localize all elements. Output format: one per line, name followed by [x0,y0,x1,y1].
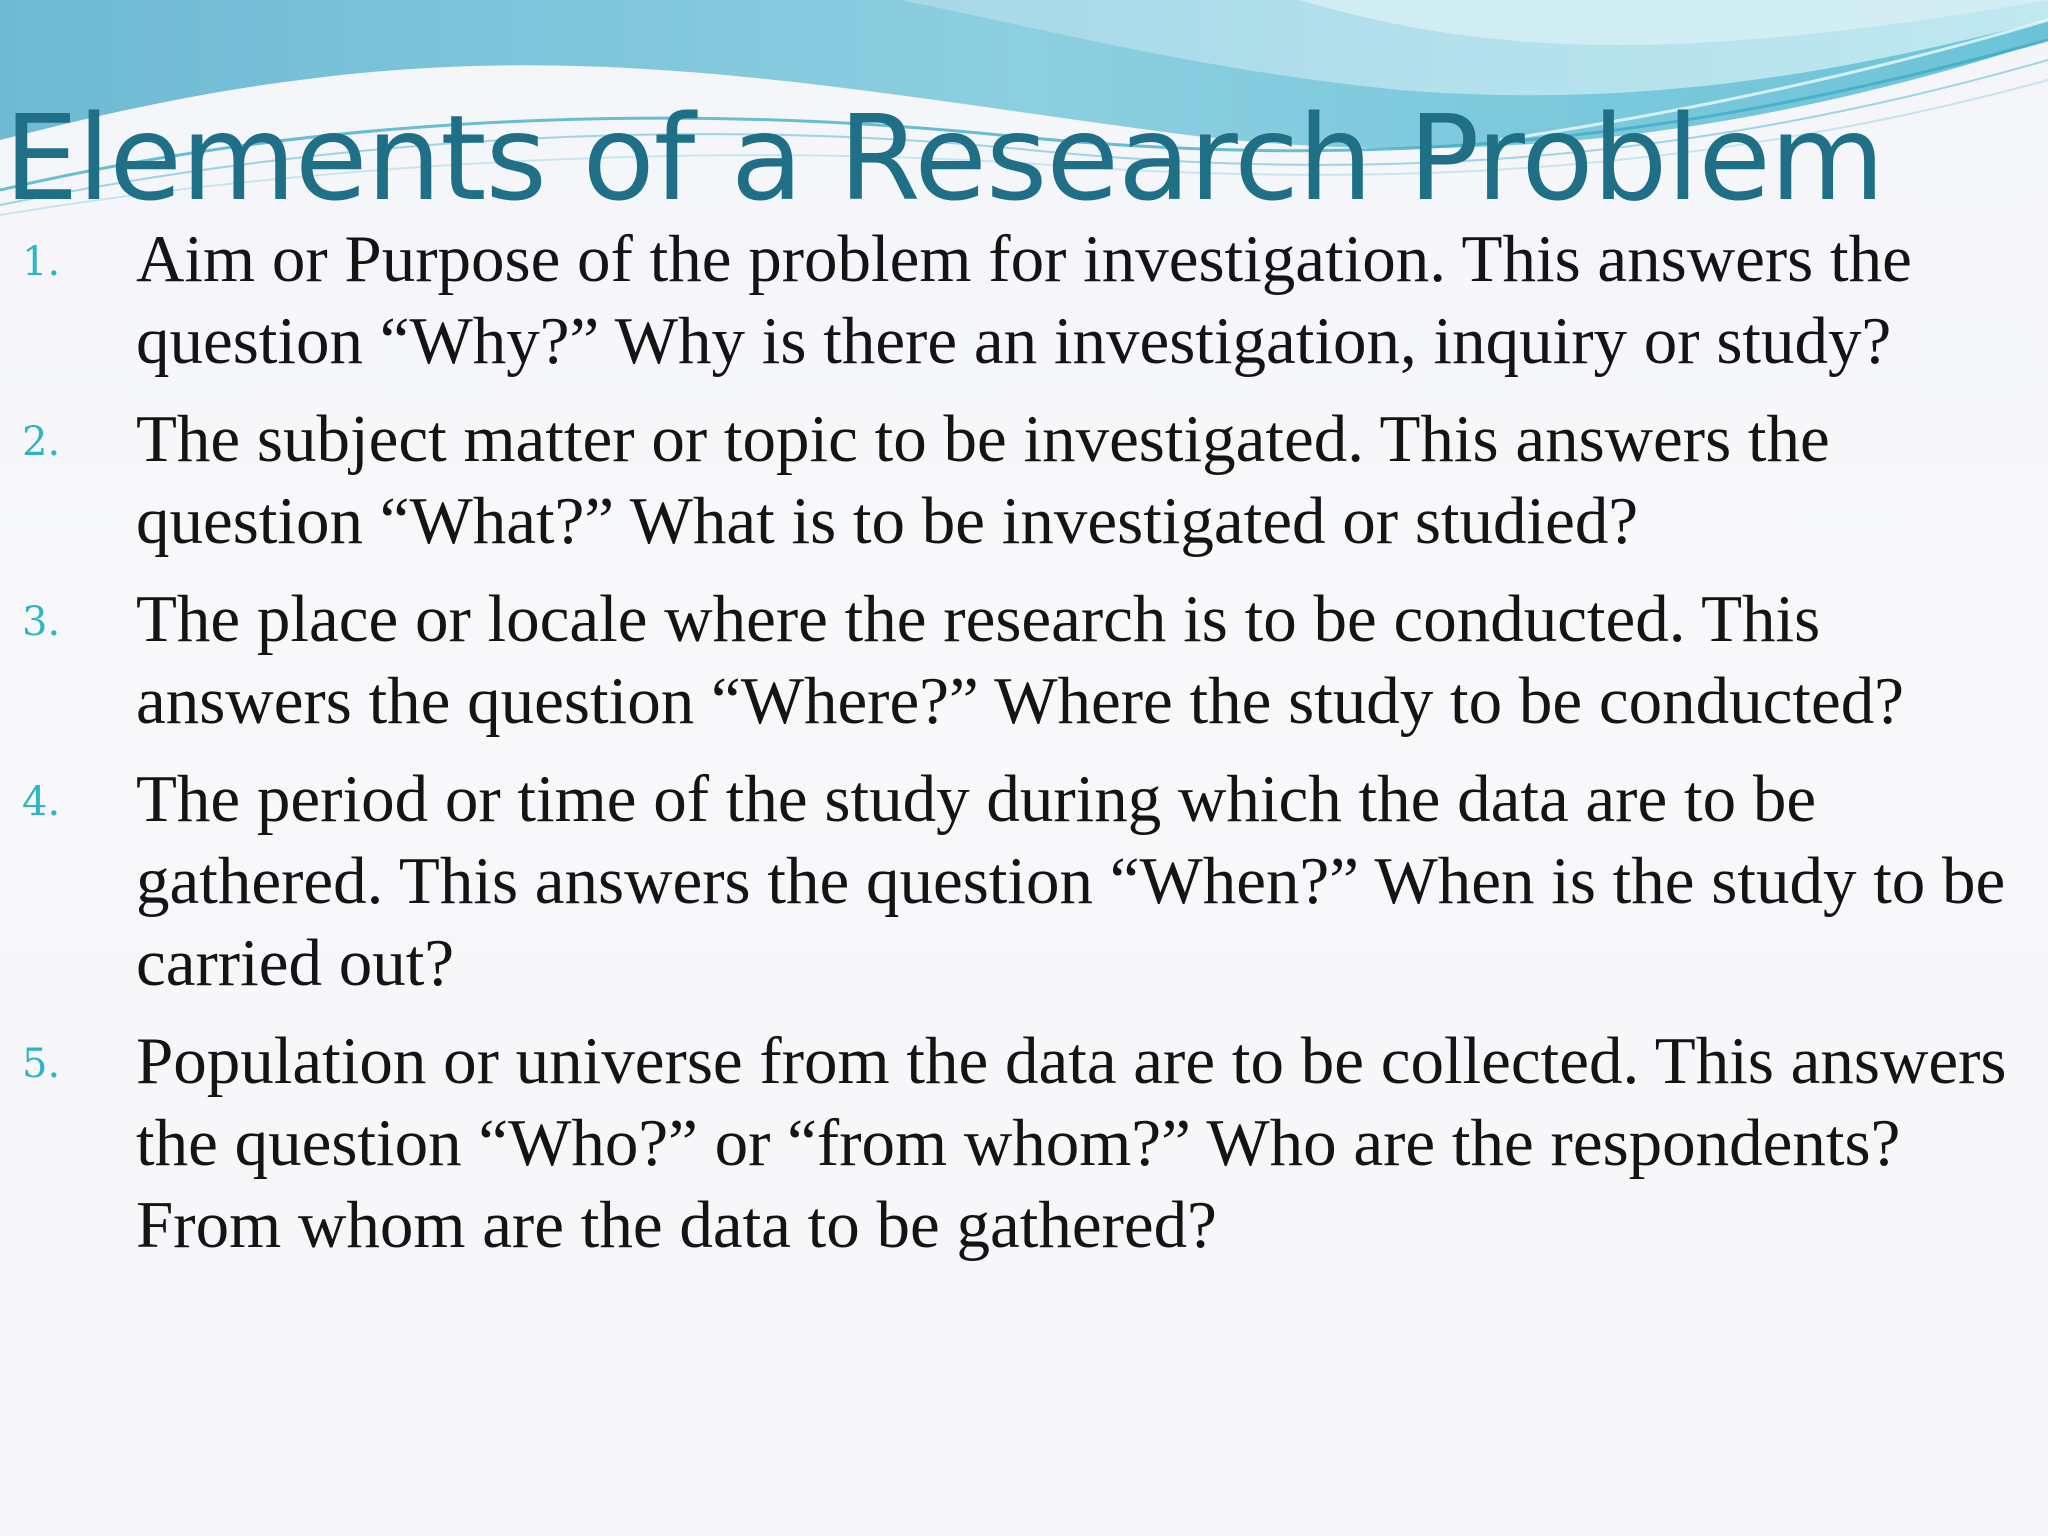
list-item [0,398,2048,562]
item-number: 1. [22,239,61,285]
item-text: The period or time of the study during which the data are to be gathered. This answers the question “When?” When is the study to be carried out? [136,762,2006,1000]
list-item [0,1020,2048,1266]
list-item [0,218,2048,382]
item-text: The subject matter or topic to be investigated. This answers the question “What?” What is to be investigated or studied? [136,402,1830,558]
item-number: 2. [22,419,61,465]
item-text: Population or universe from the data are to be collected. This answers the question “Who?” or “from whom?” Who are the respondents? From whom are the data to be gathered? [136,1024,2007,1262]
item-text: Aim or Purpose of the problem for investigation. This answers the question “Why?” Why is there an investigation, inquiry or study? [136,222,1912,378]
item-number: 5. [22,1041,61,1087]
item-number: 3. [22,599,61,645]
list-item [0,758,2048,1004]
element-list [0,218,2048,1282]
item-text: The place or locale where the research is to be conducted. This answers the question “Where?” Where the study to be conducted? [136,582,1904,738]
list-item [0,578,2048,742]
item-number: 4. [22,779,61,825]
slide-title: Elements of a Research Problem [4,89,1884,227]
